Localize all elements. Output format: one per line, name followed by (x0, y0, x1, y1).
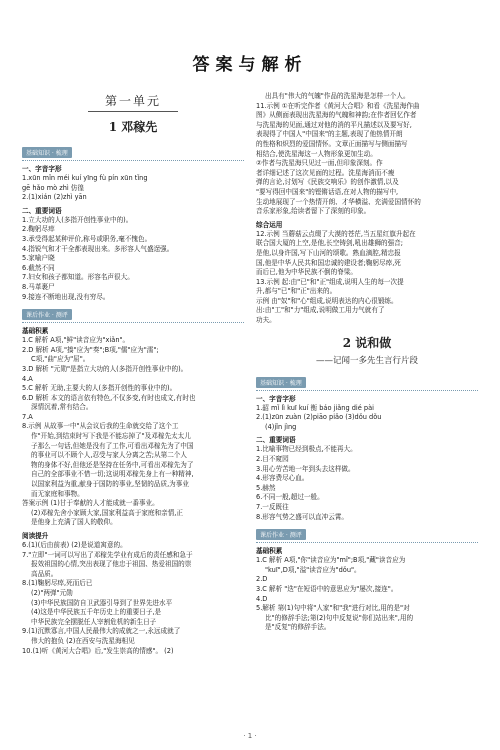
answer-line: 1.xūn mǐn méi kuí yīng fù pín xūn tǐng (22, 174, 148, 182)
answer-line: 者详细记述了这次见面的过程。洗星海消而不瘦 (256, 168, 395, 177)
answer-line: (4)这是中华民族五千年历史上的重要日子,是 (31, 608, 162, 617)
answer-line: 深情沉着,常有结合。 (31, 403, 93, 412)
answer-line: 12.示例 当蘑菇云点缀了大漠的苍茫,当五星红旗升起在 (256, 229, 416, 238)
answer-line: 5.赫然 (256, 483, 276, 492)
answer-line: 1.C 解析 A项,"你"读音应为"mǐ";B项,"藏"读音应为 (256, 556, 406, 565)
answer-line: 出具有"伟大的气魄"作品的洗星海是怎样一个人。 (265, 92, 410, 100)
section-heading: 二、重要词语 (256, 436, 296, 445)
unit-title: 第一单元 (104, 94, 161, 108)
page-number: · 1 · (243, 732, 257, 740)
answer-line: 1.韶 mǐ lì kuī kuí 衡 báo jiǎng dié pài (256, 403, 374, 412)
answer-line: 表现得了中国人"中国来"的主题,表现了他热情开朗 (256, 130, 403, 139)
answer-line: 功夫。 (256, 316, 276, 325)
answer-line: 3.承受得起某种评价,称号或职务,毫不愧色。 (22, 234, 152, 243)
section-bar (256, 522, 478, 543)
answer-line: 子那么一句话,但她是没有了工作,可看出邓稼先为了中国 (31, 441, 194, 450)
answer-line: 弹的言论,讨划写《民族交响乐》的创作激情,以及 (256, 178, 399, 187)
answer-line: 作"开始,到结束时写下我是不能忘掉了"及邓稼先太太儿 (31, 432, 191, 441)
answer-line: (3)中华民族国防自卫武器引导到了世界先进水平 (31, 598, 173, 607)
answer-line: 而后已,他为中华民族不倒的脊梁。 (256, 268, 358, 277)
answer-line: 的事业可以不顾个人,忍受与家人分离之苦;从第二个人 (31, 451, 187, 460)
right-column (256, 92, 478, 633)
section-heading: 综合运用 (256, 220, 283, 229)
left-body (22, 140, 244, 656)
section-bar-label: 课后作业 · 测评 (256, 529, 306, 540)
answer-line: 是他,以身许国,写下山河的颂歌。熟血滴腔,精忠报 (256, 248, 401, 257)
answer-line: 自己的全部事业不惜一切;这说明邓稼先身上有一种精神, (31, 470, 194, 479)
answer-line: 6.(1)(后由前表) (2)是说道寓意的。 (22, 541, 127, 549)
answer-line: 2.(1)xián (2)zhì yān (22, 193, 87, 202)
answer-line: 4.形容费尽心血。 (256, 474, 309, 483)
answer-line: 3.D 解析 "元勋"是指立大功的人(多指开创性事业中的)。 (22, 364, 188, 373)
answer-line: 9.接连不断地出现,没有穷尽。 (22, 292, 110, 301)
answer-line: 高品质。 (31, 569, 58, 578)
answer-line: 4.D (256, 594, 268, 603)
section-bar (22, 302, 244, 323)
answer-line: 7.一反既往 (256, 503, 289, 511)
answer-line: ②作者与洗星海只见过一面,但印象深刻。作 (256, 159, 383, 168)
answer-line: 7."立即"一词可以写出了邓稼先学业有成后的责任感和急于 (22, 550, 193, 559)
answer-line: 与洗星海的见面,通过对他的消的平凡描述以及要写好, (256, 120, 412, 129)
section-heading: 一、字音字形 (22, 165, 62, 173)
lesson-2-title: 2 说和做 (342, 335, 392, 350)
section-heading: 基础积累 (22, 327, 49, 336)
answer-line: 8.示例 从故事一中"从会议后我的生命就交给了这个工 (22, 422, 179, 431)
answer-line: 以国家利益为重,献身于国防的事业,坚韧的品质,为事业 (31, 480, 189, 489)
answer-line: C项,"曲"应为"屈"。 (31, 355, 90, 364)
answer-line: 音乐家形象,给读者留下了深刻的印象。 (256, 207, 371, 216)
answer-line: 的性格和炽烈的爱国情怀。文章正面描写与侧面描写 (256, 139, 408, 148)
answer-line: (2)邓稼先舍小家顾大家,国家利益高于家庭和亲情,正 (31, 508, 183, 517)
answer-line: 中华民族完全摆脱任人宰割危机的新生日子 (31, 617, 157, 626)
answer-line: 4.指锐气和才干全都表现出来。多形容人气盛逞强。 (22, 244, 174, 253)
answer-line: 5.家喻户晓 (22, 254, 55, 263)
answer-line: 2.鞠躬尽瘁 (22, 225, 55, 234)
right-top-body (256, 92, 478, 326)
answer-line: 1.立大功的人(多指开创性事业中的)。 (22, 215, 133, 224)
answer-line: 相结合,使洗星海这一人物形象更加生动。 (256, 149, 377, 158)
section-heading: 一、字音字形 (256, 394, 296, 403)
answer-line: gē hǎo mò zhì 仿徨 (22, 183, 84, 192)
section-bar-label: 基础知识 · 梳理 (256, 377, 306, 388)
answer-line: 5.解析 第(1)句中将"人家"和"我"进行对比,用的是"对 (256, 604, 410, 613)
answer-line: 6.D 解析 本文的语言依有特色,不仅多变,有时也成文,有时也 (22, 393, 196, 402)
section-bar (22, 140, 244, 161)
answer-line: 是"反复"的修辞手法。 (265, 623, 331, 632)
section-heading: 阅读提升 (22, 532, 49, 540)
answer-line: 出:由"工"和"力"组成,说明做工用力气就有了 (256, 306, 385, 315)
answer-line: 示例 由"奴"和"心"组成,说明表达的内心很锻练。 (256, 296, 398, 305)
answer-line: 联合国大厦的上空,是他,长空铸剑,吼出雄狮的强音; (256, 239, 403, 248)
answer-line: 7.妇女和孩子都知道。形容名声很大。 (22, 273, 134, 282)
answer-line: 伟大的抱负 (2)在西安与洗星海相见 (31, 636, 135, 645)
answer-line: 8.形容气势之盛可以直冲云霄。 (256, 512, 349, 521)
answer-line: 4.A (22, 374, 33, 383)
answer-line: 2.D (256, 575, 268, 584)
section-bar (256, 370, 478, 391)
answer-line: 5.C 解析 无助,主要大的人(多指开创性的事业中的)。 (22, 384, 177, 393)
answer-line: 物的身体不好,但他还是坚持在任务中,可看出邓稼先为了 (31, 460, 194, 469)
answer-line: 而无家庭和事物。 (31, 489, 84, 498)
answer-line: "kuī",D项,"溢"读音应为"dǒu"。 (265, 565, 361, 574)
lesson-2-subtitle: ——记闻一多先生言行片段 (315, 355, 418, 366)
answer-line: 3.用心劳苦地一年到头去这样做。 (256, 464, 355, 473)
answer-line: 10.(1)听《黄河大合唱》后,"发生崇高的情感"。 (2) (22, 646, 174, 655)
answer-line: 国,他是中华人民共和国忠诚的建设者;鞠躬尽瘁,死 (256, 258, 401, 267)
answer-line: 比"的修辞手法;第(2)句中反复说"你们站出来",用的 (265, 613, 414, 622)
answer-line: 8.马革裹尸 (22, 282, 55, 291)
section-heading: 二、重要词语 (22, 206, 62, 215)
left-column (22, 80, 244, 656)
answer-line: 2.目不窥园 (256, 455, 289, 464)
answer-line: "要写得回中国来"的铿锵话语,在对人物的描写中, (256, 187, 399, 196)
section-bar-label: 基础知识 · 梳理 (22, 147, 72, 158)
answer-line: (4)jǐn jìng (265, 422, 297, 431)
answer-line: 6.不同一般,超过一般。 (256, 493, 324, 502)
answer-line: 1.C 解析 A项,"鲜"读音应为"xiǎn"。 (22, 336, 130, 345)
section-bar-label: 课后作业 · 测评 (22, 309, 72, 320)
page-title: 答案与解析 (192, 55, 308, 75)
answer-line: 8.(1)鞠躬尽瘁,死而后已 (22, 579, 93, 588)
answer-line: 7.A (22, 412, 33, 421)
section-heading: 基础积累 (256, 547, 283, 556)
answer-line: (2)"两弹"元勋 (31, 588, 73, 597)
answer-line: 11.示例 ①在听完作者《黄河大合唱》和看《洗星海作曲 (256, 101, 420, 110)
answer-line: 6.截然不同 (22, 263, 55, 272)
answer-line: 报效祖国的心情,突出表现了他忠于祖国、热爱祖国的崇 (31, 560, 192, 569)
answer-line: 升,都与"已"和"正"出来的。 (256, 287, 337, 296)
answer-line: 2.(1)zūn zuàn (2)piāo piǎo (3)dǒu dǒu (256, 413, 382, 422)
answer-line: 1.比喻事物已经到极点,不能再大。 (256, 445, 357, 454)
lesson-1-title: 1 邓稼先 (108, 120, 158, 134)
unit-underline (88, 111, 178, 112)
answer-line: 2.D 解析 A项,"揍"应为"奏";B项,"儒"应为"濡"; (22, 345, 159, 354)
answer-line: 13.示例 起:由"已"和"正"组成,说明人生的每一次提 (256, 277, 404, 286)
answer-line: 图》从侧面表现出洗星海的气魄和神韵;在作者回忆作者 (256, 111, 417, 120)
answer-line: 生动地展现了一个热情开朗、才华横溢、充满爱国情怀的 (256, 197, 421, 206)
answer-line: 9.(1)沉默寡言,中国人民最伟大的成就之一,永远成就了 (22, 627, 181, 636)
answer-line: 3.C 解析 "迭"在短语中的意思应为"屡次,接连"。 (256, 584, 398, 593)
right-bottom-body (256, 370, 478, 633)
answer-line: 是他身上充满了国人的敬仰。 (31, 518, 117, 527)
answer-line: 答案示例 (1)甘于奉献的人才能成就一番事业。 (22, 499, 159, 508)
